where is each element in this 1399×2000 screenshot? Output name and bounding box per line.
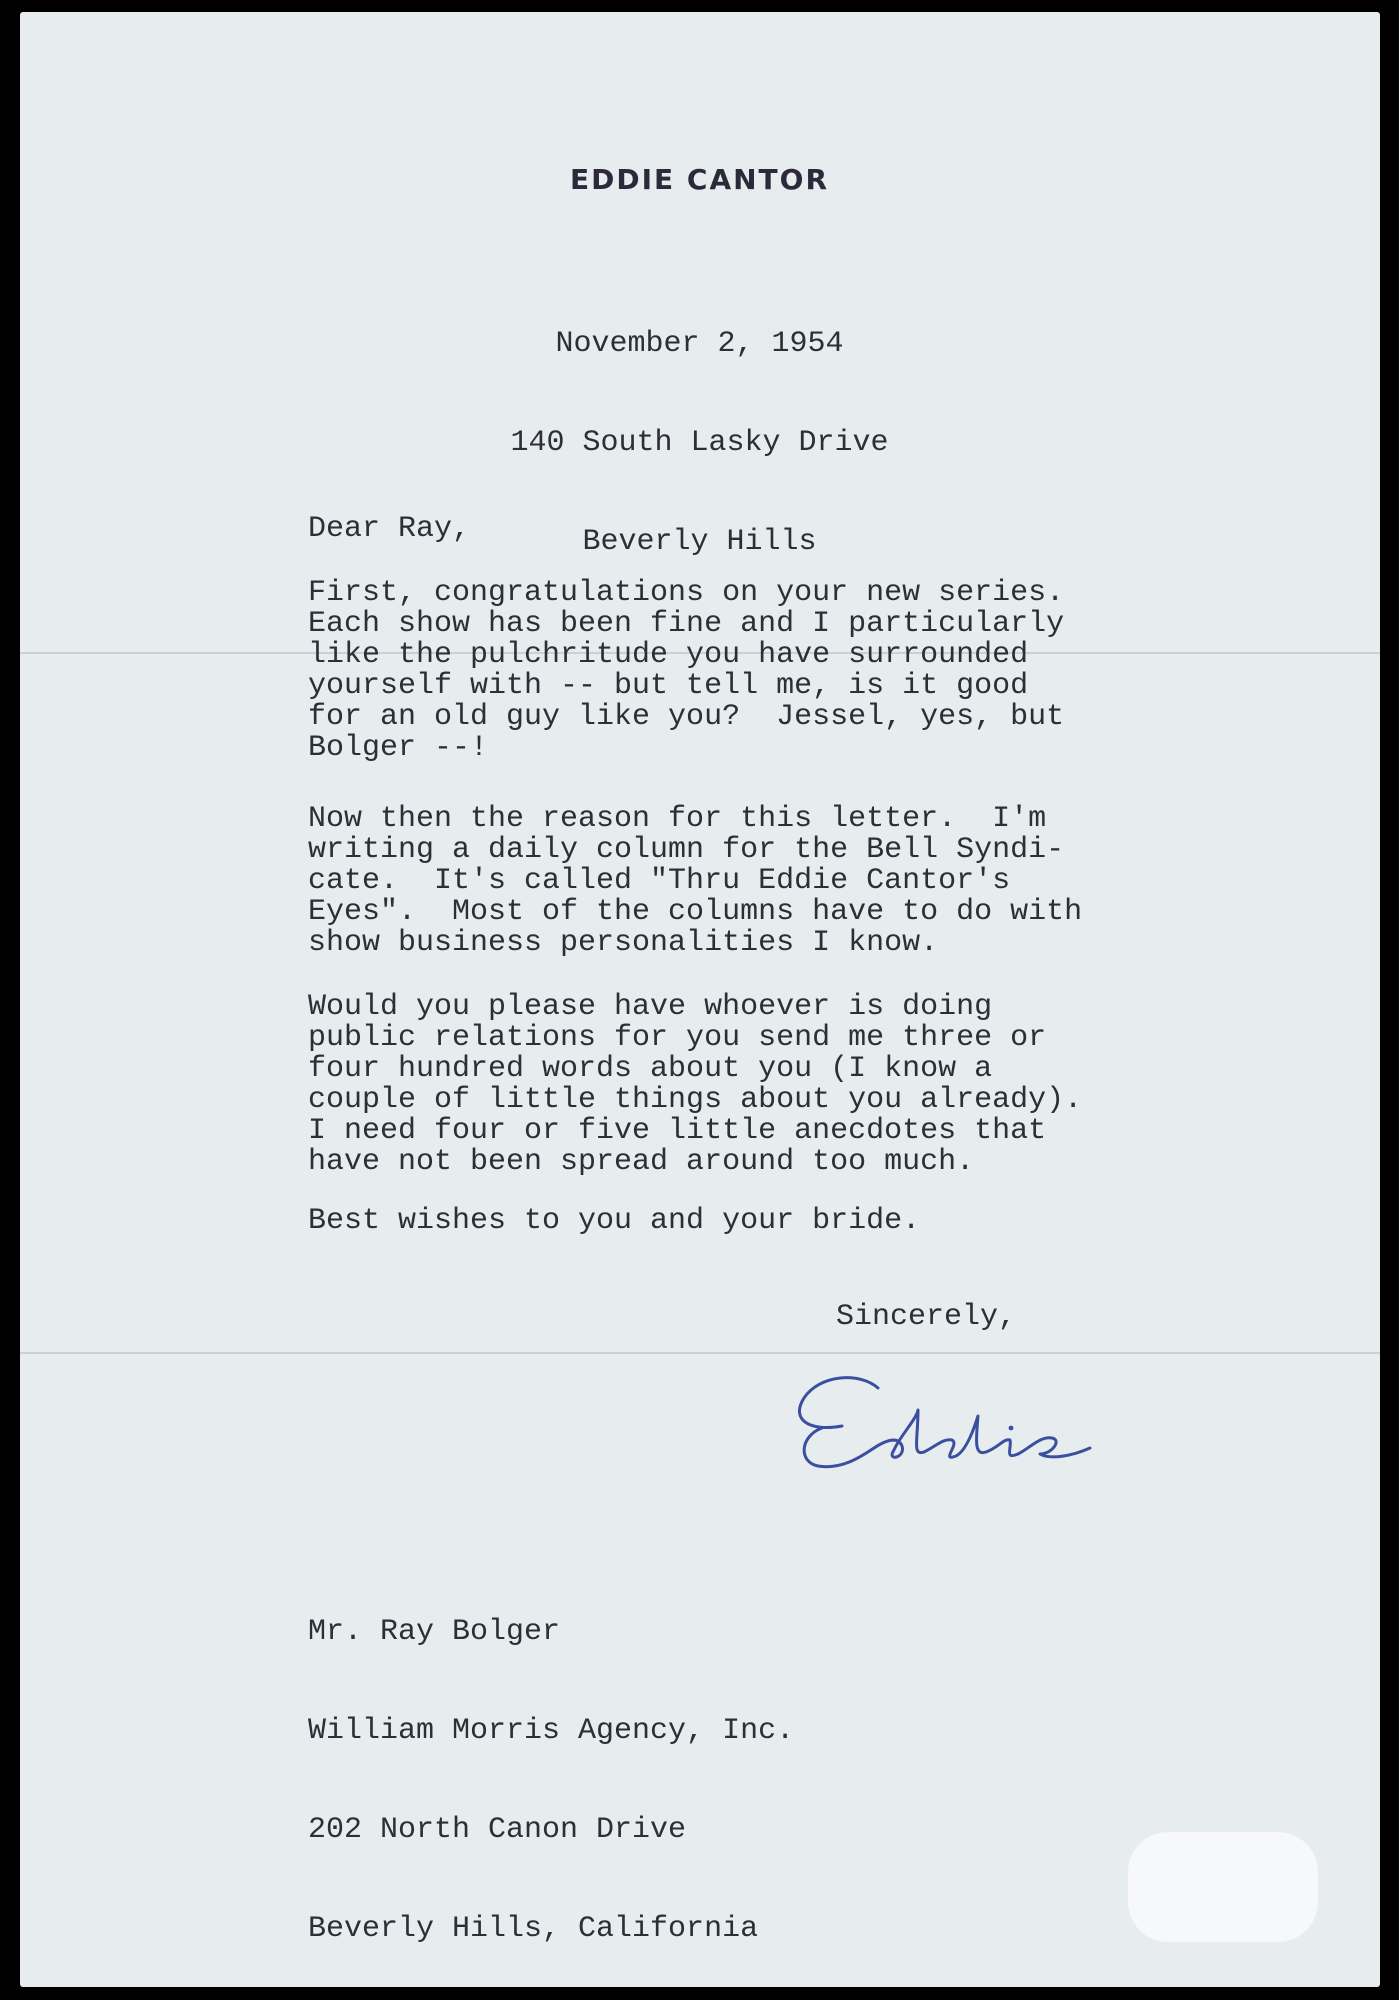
sender-street: 140 South Lasky Drive bbox=[510, 426, 889, 460]
handwritten-signature bbox=[790, 1370, 1100, 1480]
recipient-company: William Morris Agency, Inc. bbox=[308, 1714, 795, 1748]
paper-smudge bbox=[1128, 1832, 1318, 1942]
body-paragraph-1: First, congratulations on your new series. Each show has been fine and I particularly like the pulchritude you have surrounded yourself with -- but tell me, is it good for an old guy like you? Jessel, yes, but Bolger --! bbox=[308, 576, 1065, 765]
letterhead: EDDIE CANTOR bbox=[569, 163, 830, 196]
recipient-city: Beverly Hills, California bbox=[308, 1912, 759, 1946]
letter-date: November 2, 1954 bbox=[555, 327, 844, 361]
body-paragraph-2: Now then the reason for this letter. I'm writing a daily column for the Bell Syndi- cate. It's called "Thru Eddie Cantor's Eyes". Most of the columns have to do with show business personalities I know. bbox=[308, 802, 1083, 960]
recipient-address bbox=[308, 1550, 794, 1979]
sender-city: Beverly Hills bbox=[582, 525, 817, 559]
recipient-name: Mr. Ray Bolger bbox=[308, 1615, 561, 1649]
body-paragraph-3: Would you please have whoever is doing public relations for you send me three or four hundred words about you (I know a couple of little things about you already). I need four or five little anecdotes that have not been spread around too much. bbox=[308, 990, 1083, 1179]
fold-crease bbox=[20, 1352, 1380, 1354]
recipient-street: 202 North Canon Drive bbox=[308, 1813, 687, 1847]
salutation: Dear Ray, bbox=[308, 512, 471, 546]
body-paragraph-4: Best wishes to you and your bride. bbox=[308, 1204, 921, 1238]
closing: Sincerely, bbox=[836, 1300, 1017, 1334]
date-block bbox=[0, 262, 1399, 592]
